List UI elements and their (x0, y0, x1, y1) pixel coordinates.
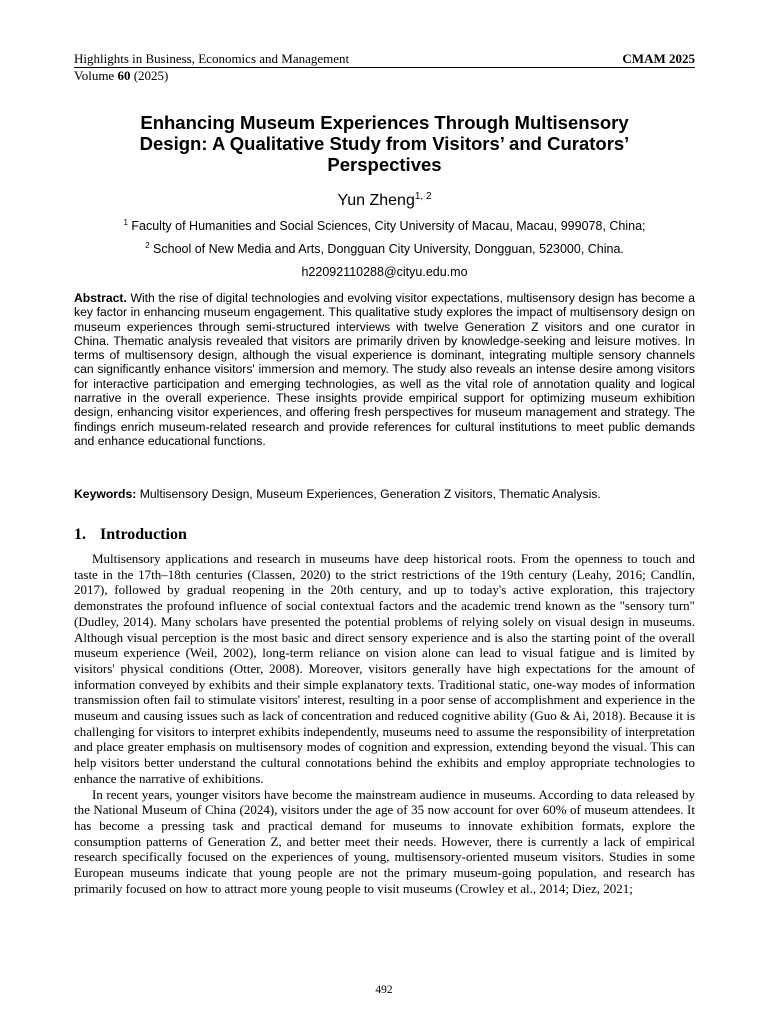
section-number: 1. (74, 526, 86, 543)
author-email[interactable]: h22092110288@cityu.edu.mo (301, 265, 468, 279)
volume-info (74, 68, 168, 83)
affiliation-1 (74, 218, 695, 234)
abstract-label: Abstract. (74, 291, 127, 305)
author-affiliation-marks: 1, 2 (414, 191, 432, 202)
paper-title (74, 112, 695, 175)
title-line: Design: A Qualitative Study from Visitors’ and Curators’ (139, 133, 630, 154)
journal-name: Highlights in Business, Economics and Management (74, 51, 350, 66)
section-body (74, 551, 695, 896)
affiliation-2 (74, 241, 695, 257)
section-title: Introduction (100, 526, 187, 543)
conference-name: CMAM 2025 (622, 51, 695, 66)
abstract (74, 291, 695, 448)
affiliation-mark: 1 (123, 218, 128, 227)
section-heading (74, 525, 187, 544)
volume-prefix: Volume (74, 68, 115, 83)
volume-year: (2025) (133, 68, 169, 83)
affiliation-text: School of New Media and Arts, Dongguan City University, Dongguan, 523000, China. (153, 242, 624, 256)
author-name: Yun Zheng (337, 192, 415, 209)
title-line: Perspectives (327, 154, 442, 175)
abstract-text: With the rise of digital technologies and evolving visitor expectations, multisensory design has become a key factor in enhancing museum engagement. This qualitative study explores the impact of multisensory design on museum experiences through semi-structured interviews with twelve Generation Z visitors and one curator in China. Thematic analysis revealed that visitors are primarily driven by knowledge-seeking and leisure motives. In terms of multisensory design, although the visual experience is dominant, integrating multiple sensory channels can significantly enhance visitors' immersion and memory. The study also reveals an intense desire among visitors for interactive participation and emerging technologies, as well as the vital role of annotation quality and logical narrative in the overall experience. These insights provide empirical support for optimizing museum exhibition design, enhancing visitor experiences, and offering fresh perspectives for museum management and strategy. The findings enrich museum-related research and provide references for cultural institutions to meet public demands and enhance educational functions. (74, 291, 695, 448)
affiliation-text: Faculty of Humanities and Social Sciences, City University of Macau, Macau, 999078, China; (131, 219, 646, 233)
body-paragraph: In recent years, younger visitors have become the mainstream audience in museums. According to data released by the National Museum of China (2024), visitors under the age of 35 now account for over 60% of museum attendees. It has become a pressing task and practical demand for museums to innovate exhibition formats, explore the consumption patterns of Generation Z, and better meet their needs. However, there is currently a lack of empirical research specifically focused on the experiences of young, multisensory-oriented museum visitors. Studies in some European museums indicate that young people are not the primary museum-going population, and research has primarily focused on how to attract more young people to visit museums (Crowley et al., 2014; Diez, 2021; (74, 786, 695, 896)
affiliation-mark: 2 (145, 241, 150, 250)
title-line: Enhancing Museum Experiences Through Multisensory (140, 112, 629, 133)
keywords-text: Multisensory Design, Museum Experiences, Generation Z visitors, Thematic Analysis. (139, 487, 601, 501)
volume-number: 60 (117, 68, 131, 83)
page-number: 492 (375, 984, 393, 996)
author-line (74, 191, 695, 211)
body-paragraph: Multisensory applications and research in museums have deep historical roots. From the openness to touch and taste in the 17th–18th centuries (Classen, 2020) to the strict restrictions of the 19th century (Leahy, 2016; Candlin, 2017), followed by gradual reopening in the 20th century, and up to today's active exploration, this trajectory demonstrates the profound influence of social contextual factors and the academic trend known as the "sensory turn" (Dudley, 2014). Many scholars have presented the potential problems of relying solely on visual design in museums. Although visual perception is the most basic and direct sensory experience and is also the starting point of the overall museum experience (Weil, 2002), long-term reliance on vision alone can lead to visual fatigue and is limited by visitors' physical conditions (Otter, 2008). Moreover, visitors generally have high expectations for the amount of information conveyed by exhibits and their simple explanatory texts. Traditional static, one-way modes of information transmission often fail to stimulate visitors' interest, resulting in a poor sense of accomplishment and experience in the museum and causing issues such as lack of concentration and reduced cognitive ability (Guo & Ai, 2018). Because it is challenging for visitors to interpret exhibits independently, museums need to assume the responsibility of interpretation and place greater emphasis on multisensory modes of cognition and expression, extending beyond the visual. This can help visitors better understand the cultural connotations behind the exhibits and employ appropriate technologies to enhance the narrative of exhibitions. (74, 551, 695, 786)
keywords (74, 487, 695, 502)
keywords-label: Keywords: (74, 487, 137, 501)
